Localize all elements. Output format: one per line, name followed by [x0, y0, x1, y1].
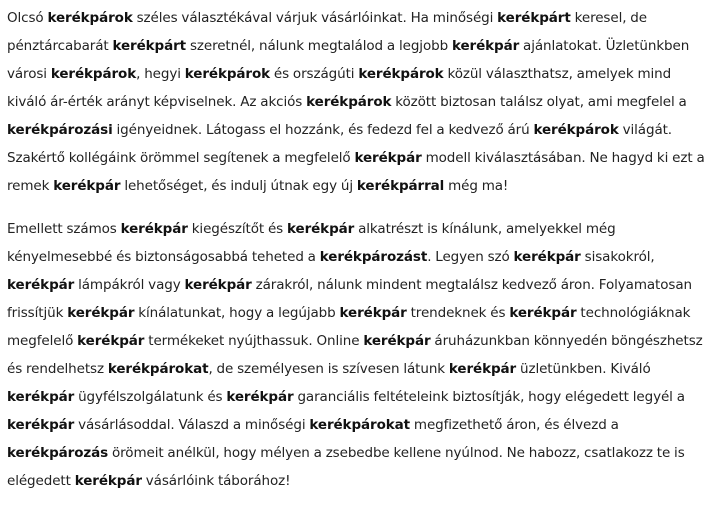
keyword-highlight: kerékpár — [448, 361, 517, 377]
keyword-highlight: kerékpárokat — [107, 361, 209, 377]
text-segment: széles választékával várjuk vásárlóinkat. Ha minőségi — [132, 10, 498, 26]
text-segment: Olcsó — [7, 10, 48, 26]
keyword-highlight: kerékpárok — [184, 66, 271, 82]
keyword-highlight: kerékpár — [7, 389, 75, 405]
text-segment: lehetőséget, és indulj útnak egy új — [120, 178, 357, 194]
text-segment: üzletünkben. Kiváló — [516, 361, 651, 377]
text-segment: még ma! — [444, 178, 509, 194]
keyword-highlight: kerékpár — [363, 333, 431, 349]
keyword-highlight: kerékpározás — [7, 445, 109, 461]
keyword-highlight: kerékpár — [67, 305, 135, 321]
keyword-highlight: kerékpár — [287, 221, 355, 237]
text-segment: ajánlatokat. Üzletünkben városi — [7, 38, 690, 82]
text-segment: vásárlóink táborához! — [141, 473, 291, 489]
text-segment: lámpákról vagy — [74, 277, 185, 293]
keyword-highlight: kerékpár — [77, 333, 145, 349]
keyword-highlight: kerékpárt — [497, 10, 571, 26]
text-segment: keresel, de pénztárcabarát — [7, 10, 647, 54]
keyword-highlight: kerékpár — [354, 150, 422, 166]
keyword-highlight: kerékpár — [226, 389, 294, 405]
text-segment: ügyfélszolgálatunk és — [74, 389, 227, 405]
keyword-highlight: kerékpárt — [112, 38, 187, 54]
text-segment: örömeit anélkül, hogy mélyen a zsebedbe kellene nyúlnod. Ne habozz, csatlakozz te is elégedett — [7, 445, 685, 489]
text-segment: alkatrészt is kínálunk, amelyekkel még kényelmesebbé és biztonságosabbá teheted a — [7, 221, 616, 265]
text-segment: termékeket nyújthassuk. Online — [144, 333, 364, 349]
keyword-highlight: kerékpár — [513, 249, 581, 265]
text-segment: , hegyi — [136, 66, 185, 82]
keyword-highlight: kerékpárok — [533, 122, 619, 138]
text-segment: és országúti — [270, 66, 359, 82]
text-segment: közül választhatsz, amelyek mind kiváló ár-érték arányt képviselnek. Az akciós — [7, 66, 672, 110]
text-segment: zárakról, nálunk mindent megtalálsz kedvező áron. Folyamatosan frissítjük — [7, 277, 692, 321]
keyword-highlight: kerékpárral — [356, 178, 445, 194]
paragraph-2 — [7, 215, 714, 495]
keyword-highlight: kerékpárok — [306, 94, 392, 110]
keyword-highlight: kerékpár — [184, 277, 252, 293]
text-segment: , de személyesen is szívesen látunk — [208, 361, 449, 377]
keyword-highlight: kerékpár — [7, 277, 75, 293]
keyword-highlight: kerékpárok — [47, 10, 133, 26]
text-segment: kínálatunkat, hogy a legújabb — [134, 305, 340, 321]
text-segment: között biztosan találsz olyat, ami megfelel a — [391, 94, 687, 110]
text-segment: garanciális feltételeink biztosítják, hogy elégedett legyél a — [293, 389, 685, 405]
keyword-highlight: kerékpározási — [7, 122, 113, 138]
keyword-highlight: kerékpár — [509, 305, 577, 321]
text-segment: megfizethető áron, és élvezd a — [410, 417, 619, 433]
text-segment: kiegészítőt és — [187, 221, 287, 237]
keyword-highlight: kerékpár — [120, 221, 188, 237]
keyword-highlight: kerékpárok — [50, 66, 137, 82]
keyword-highlight: kerékpár — [7, 417, 75, 433]
text-segment: . Legyen szó — [427, 249, 514, 265]
keyword-highlight: kerékpár — [451, 38, 520, 54]
text-segment: technológiáknak megfelelő — [7, 305, 691, 349]
text-segment: Emellett számos — [7, 221, 121, 237]
text-segment: szeretnél, nálunk megtalálod a legjobb — [186, 38, 452, 54]
text-segment: áruházunkban könnyedén böngészhetsz és rendelhetsz — [7, 333, 703, 377]
text-segment: igényeidnek. Látogass el hozzánk, és fedezd fel a kedvező árú — [112, 122, 534, 138]
keyword-highlight: kerékpár — [74, 473, 142, 489]
keyword-highlight: kerékpárokat — [309, 417, 410, 433]
paragraph-1 — [7, 4, 714, 200]
text-segment: trendeknek és — [406, 305, 510, 321]
keyword-highlight: kerékpárok — [358, 66, 444, 82]
keyword-highlight: kerékpár — [53, 178, 121, 194]
text-segment: világát. Szakértő kollégáink örömmel segítenek a megfelelő — [7, 122, 673, 166]
text-segment: vásárlásoddal. Válaszd a minőségi — [74, 417, 310, 433]
keyword-highlight: kerékpározást — [319, 249, 428, 265]
text-segment: modell kiválasztásában. Ne hagyd ki ezt a remek — [7, 150, 705, 194]
keyword-highlight: kerékpár — [339, 305, 407, 321]
text-segment: sisakokról, — [580, 249, 655, 265]
